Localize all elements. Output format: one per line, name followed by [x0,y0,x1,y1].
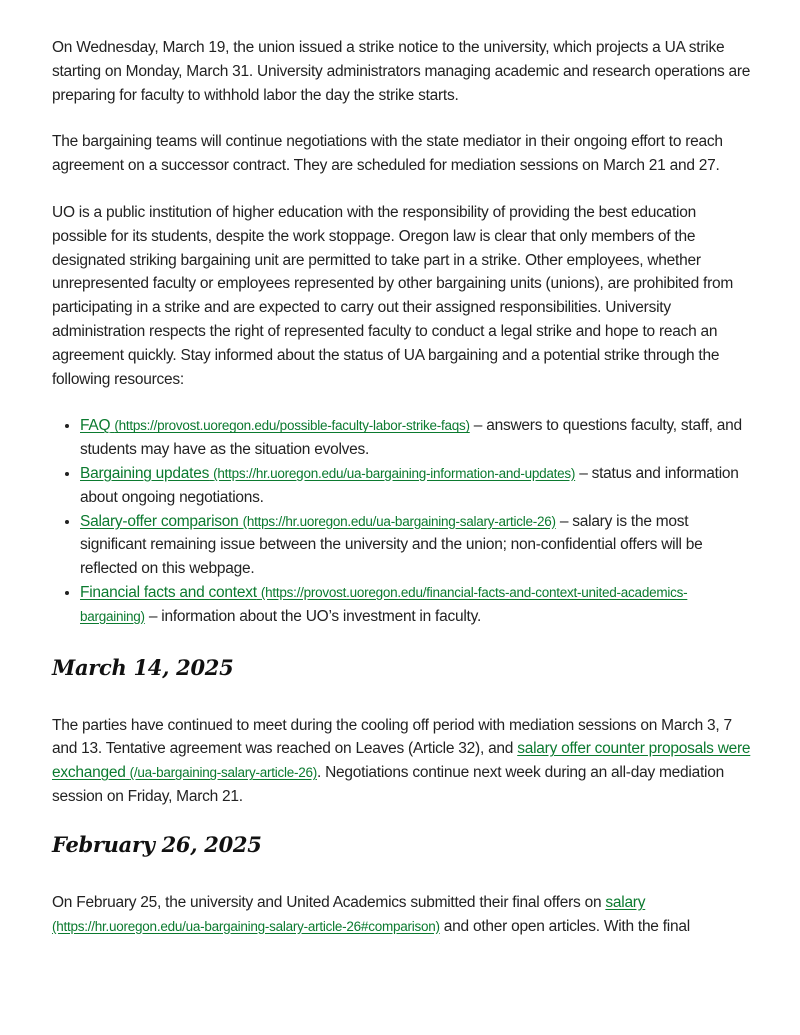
resource-item-salary-comparison: • Salary-offer comparison (https://hr.uoregon.edu/ua-bargaining-salary-article-26) – salary is the most significant remaining issue between the university and the union; non-confidential offers will be reflected on this webpage. [80,510,752,581]
article-content [52,36,752,961]
section-paragraph-february-26: On February 25, the university and United Academics submitted their final offers on salary (https://hr.uoregon.edu/ua-bargaining-salary-article-26#comparison) and other open articles. With the final [52,893,690,935]
resource-item-bargaining-updates: • Bargaining updates (https://hr.uoregon.edu/ua-bargaining-information-and-updates) – status and information about ongoing negotiations. [80,462,752,510]
intro-paragraph-public-institution: UO is a public institution of higher education with the responsibility of providing the best education possible for its students, despite the work stoppage. Oregon law is clear that only members of the designated striking bargaining unit are permitted to take part in a strike. Other employees, whether unrepresented faculty or employees represented by other bargaining units (unions), are prohibited from participating in a strike and are expected to carry out their assigned responsibilities. University administration respects the right of represented faculty to conduct a legal strike and hope to reach an agreement quickly. Stay informed about the status of UA bargaining and a potential strike through the following resources: [52,203,734,388]
resource-item-faq: • FAQ (https://provost.uoregon.edu/possible-faculty-labor-strike-faqs) – answers to questions faculty, staff, and students may have as the situation evolves. [80,414,752,462]
salary-comparison-link[interactable]: salary (https://hr.uoregon.edu/ua-bargaining-salary-article-26#comparison) [52,893,646,934]
salary-offer-comparison-link[interactable]: Salary-offer comparison (https://hr.uoregon.edu/ua-bargaining-salary-article-26) [80,512,556,530]
intro-paragraph-mediation: The bargaining teams will continue negotiations with the state mediator in their ongoing effort to reach agreement on a successor contract. They are scheduled for mediation sessions on March 21 and 27. [52,133,723,175]
financial-facts-link[interactable]: Financial facts and context (https://provost.uoregon.edu/financial-facts-and-context-united-academics-bargaining) [80,583,688,624]
intro-paragraph-strike-notice: On Wednesday, March 19, the union issued a strike notice to the university, which projects a UA strike starting on Monday, March 31. University administrators managing academic and research operations are preparing for faculty to withhold labor the day the strike starts. [52,39,751,104]
section-paragraph-march-14: The parties have continued to meet during the cooling off period with mediation sessions on March 3, 7 and 13. Tentative agreement was reached on Leaves (Article 32), and salary offer counter proposals were exchanged (/ua-bargaining-salary-article-26). Negotiations continue next week during an all-day mediation session on Friday, March 21. [52,716,751,805]
faq-link[interactable]: FAQ (https://provost.uoregon.edu/possible-faculty-labor-strike-faqs) [80,417,470,435]
resource-item-financial-facts: • Financial facts and context (https://provost.uoregon.edu/financial-facts-and-context-united-academics-bargaining) – information about the UO’s investment in faculty. [80,581,752,629]
section-heading-february-26: February 26, 2025 [52,831,262,857]
section-heading-march-14: March 14, 2025 [52,654,234,680]
salary-counter-proposals-link[interactable]: salary offer counter proposals were exchanged (/ua-bargaining-salary-article-26) [52,740,751,782]
bargaining-updates-link[interactable]: Bargaining updates (https://hr.uoregon.edu/ua-bargaining-information-and-updates) [80,464,576,482]
resources-list [52,414,752,628]
